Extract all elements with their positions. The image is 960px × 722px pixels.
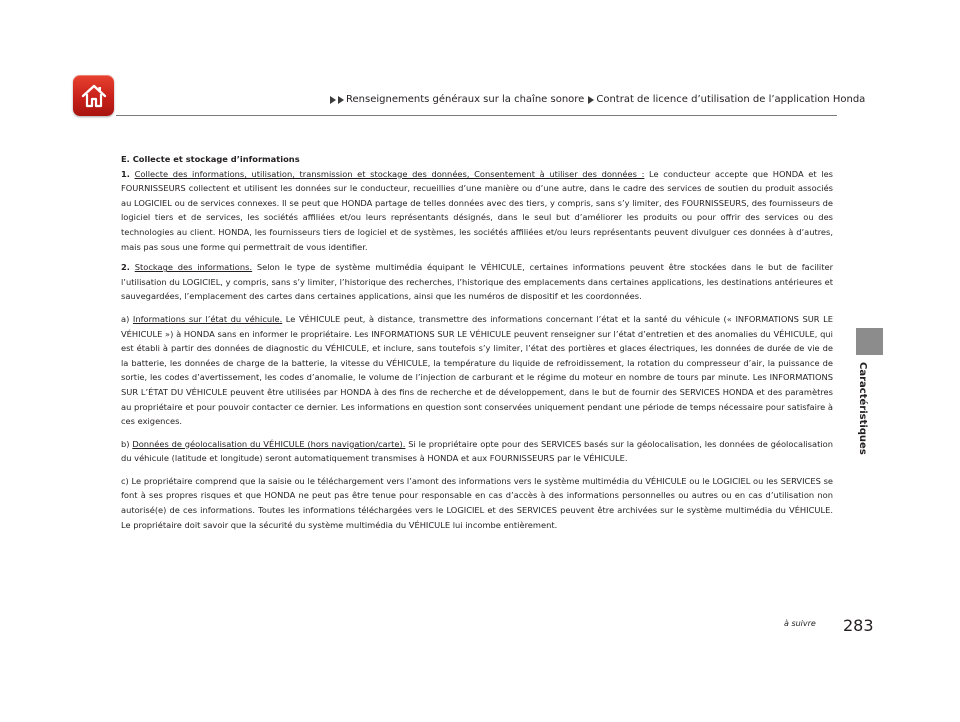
paragraph-number: 2. xyxy=(121,262,130,273)
paragraph-text: Le conducteur accepte que HONDA et les FOURNISSEURS collectent et utilisent les données sur le conducteur, recueillies d’une manière ou d’une autre, dans le cadre des services de soutien du produit associés au LOGICIEL ou de services connexes. Il se peut que HONDA partage de telles données avec des tiers, y compris, sans s’y limiter, des FOURNISSEURS, des fournisseurs de logiciel tiers et de services, les sociétés affiliées et/ou leurs représentants désignés, dans le seul but d’améliorer les produits ou pour offrir des services ou des technologies au client. HONDA, les fournisseurs tiers de logiciel et de systèmes, les sociétés affiliées et/ou leurs représentants peuvent divulguer ces données à d’autres, mais pas sous une forme qui permettrait de vous identifier. xyxy=(121,168,833,252)
paragraph-text: Si le propriétaire opte pour des SERVICES basés sur la géolocalisation, les données de géolocalisation du véhicule (latitude et longitude) seront automatiquement transmises à HONDA et aux FOURNISSEURS par le VÉHICULE. xyxy=(121,438,833,464)
section-tab[interactable] xyxy=(856,328,883,355)
breadcrumb-arrow-icon xyxy=(338,96,344,104)
breadcrumb-arrow-icon xyxy=(330,96,336,104)
paragraph-2 xyxy=(121,260,833,304)
paragraph-number: c) xyxy=(121,475,129,486)
paragraph-heading: Collecte des informations, utilisation, transmission et stockage des données, Consentement à utiliser des données : xyxy=(134,168,645,179)
paragraph-number: a) xyxy=(121,313,130,324)
home-button[interactable] xyxy=(73,75,114,116)
paragraph-text: Selon le type de système multimédia équipant le VÉHICULE, certaines informations peuvent être stockées dans le but de faciliter l’utilisation du LOGICIEL, y compris, sans s’y limiter, l’historique des recherches, l’historique des emplacements dans certaines applications, les destinations antérieures et sauvegardées, l’emplacement des cartes dans certaines applications, ainsi que les numéros de dispositif et les coordonnées. xyxy=(121,262,833,302)
paragraph-heading: Informations sur l’état du véhicule. xyxy=(132,313,283,324)
breadcrumb xyxy=(330,94,865,105)
breadcrumb-arrow-icon xyxy=(588,96,594,104)
paragraph-heading: Stockage des informations. xyxy=(134,262,253,273)
paragraph-c xyxy=(121,474,833,532)
section-tab-label: Caractéristiques xyxy=(857,362,868,455)
continued-label: à suivre xyxy=(784,619,816,628)
paragraph-heading: Données de géolocalisation du VÉHICULE (hors navigation/carte). xyxy=(132,438,406,449)
document-body xyxy=(121,152,833,540)
page-number: 283 xyxy=(843,616,874,635)
breadcrumb-item-audio[interactable]: Renseignements généraux sur la chaîne sonore xyxy=(346,94,585,105)
home-icon xyxy=(80,83,108,109)
paragraph-1 xyxy=(121,167,833,255)
paragraph-number: b) xyxy=(121,438,130,449)
paragraph-b xyxy=(121,437,833,466)
paragraph-text: Le VÉHICULE peut, à distance, transmettre des informations concernant l’état et la santé du véhicule (« INFORMATIONS SUR LE VÉHICULE ») à HONDA sans en informer le propriétaire. Les INFORMATIONS SUR LE VÉHICULE peuvent renseigner sur l’état d’entretien et des anomalies du VÉHICULE, qui est établi à partir des données de diagnostic du VÉHICULE, et inclure, sans toutefois s’y limiter, l’état des portières et glaces électriques, les données de durée de vie de la batterie, les données de charge de la batterie, la vitesse du VÉHICULE, la température du liquide de refroidissement, la rotation du compresseur d’air, la puissance de sortie, les codes d’avertissement, les codes d’anomalie, le volume de l’injection de carburant et le régime du moteur en nombre de tours par minute. Les INFORMATIONS SUR L’ÉTAT DU VÉHICULE peuvent être utilisées par HONDA à des fins de recherche et de développement, dans le but de fournir des SERVICES HONDA et des paramètres au propriétaire et pour pouvoir contacter ce dernier. Les informations en question sont conservées uniquement pendant une période de temps nécessaire pour satisfaire à ces exigences. xyxy=(121,313,834,427)
header-divider xyxy=(116,115,837,116)
section-title: E. Collecte et stockage d’informations xyxy=(121,154,300,164)
paragraph-a xyxy=(121,312,833,429)
paragraph-number: 1. xyxy=(121,168,130,179)
paragraph-text: Le propriétaire comprend que la saisie ou le téléchargement vers l’amont des informations vers le système multimédia du VÉHICULE ou le LOGICIEL ou les SERVICES se font à ses propres risques et que HONDA ne peut pas être tenue pour responsable en cas d’accès à des informations personnelles ou autres ou en cas d’utilisation non autorisé(e) de ces informations. Toutes les informations téléchargées vers le LOGICIEL et des SERVICES peuvent être archivées sur le système multimédia du VÉHICULE. Le propriétaire doit savoir que la sécurité du système multimédia du VÉHICULE lui incombe entièrement. xyxy=(121,475,833,530)
breadcrumb-item-license[interactable]: Contrat de licence d’utilisation de l’application Honda xyxy=(596,94,866,105)
